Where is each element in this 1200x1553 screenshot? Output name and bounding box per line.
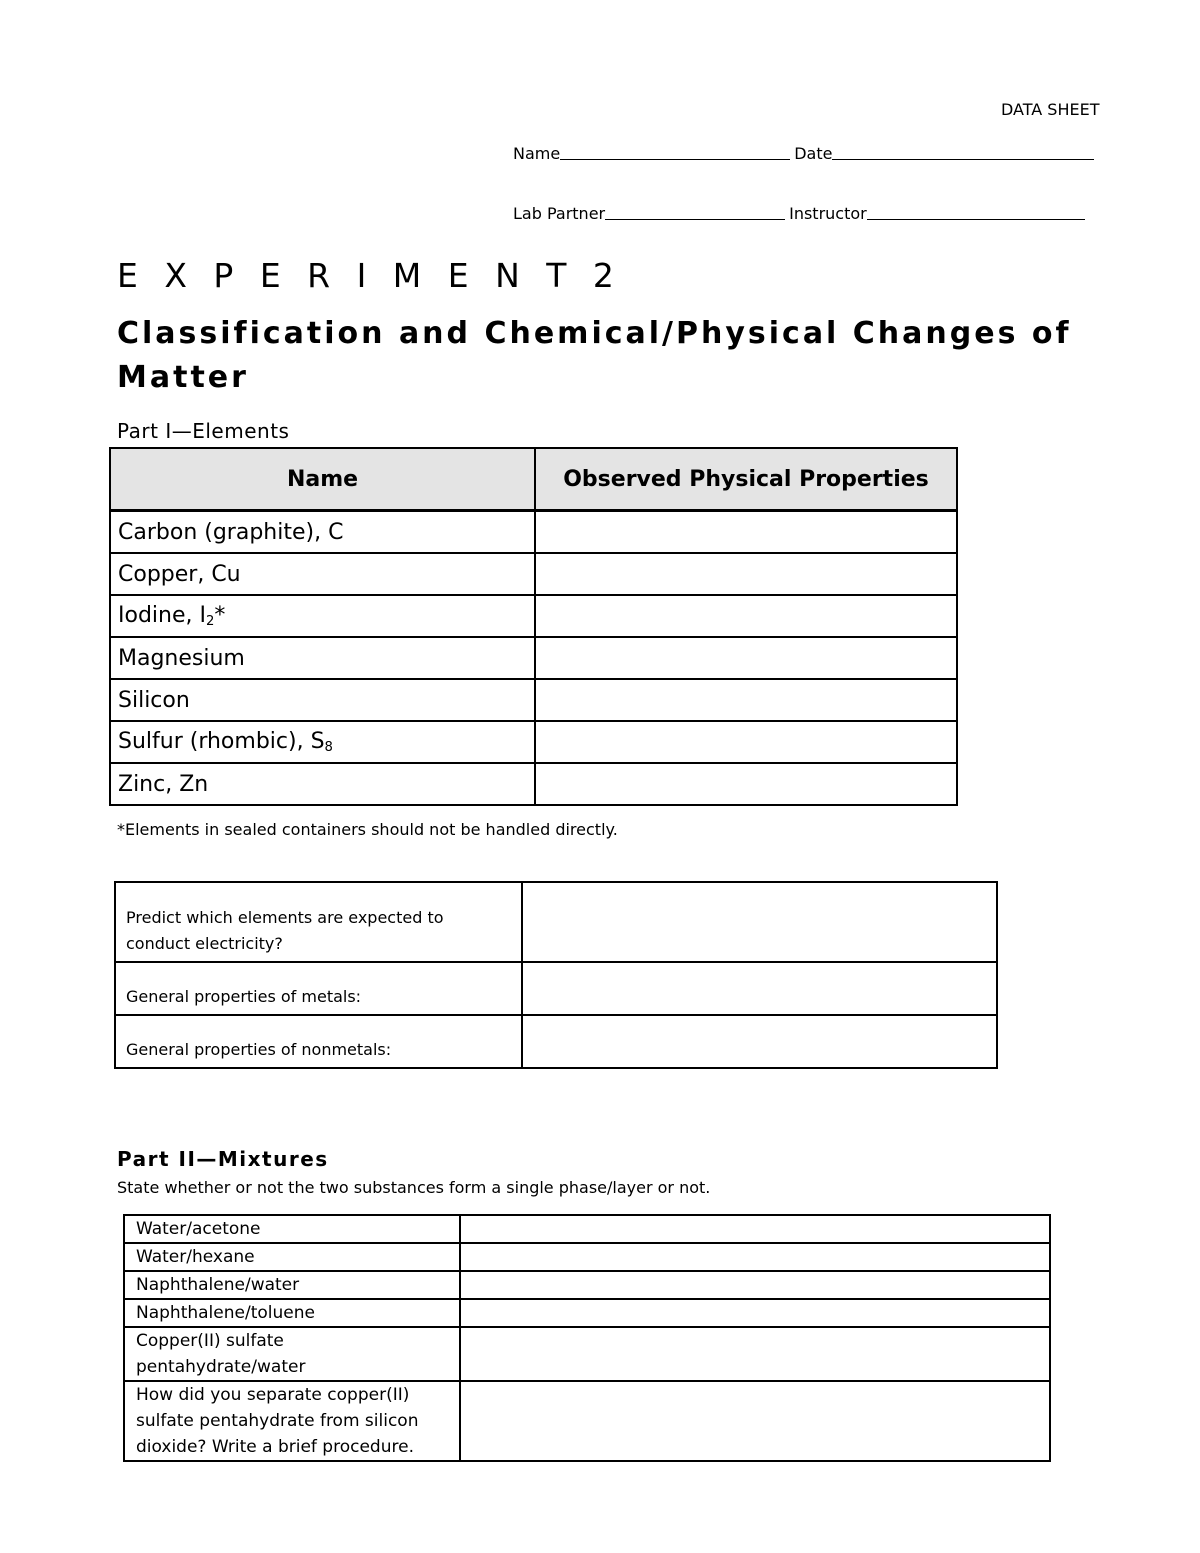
lab-partner-label: Lab Partner — [513, 204, 606, 223]
label-line: dioxide? Write a brief procedure. — [136, 1437, 414, 1457]
question-text: General properties of metals: — [126, 987, 362, 1006]
table-header-row — [110, 448, 957, 511]
element-name-text: Sulfur (rhombic), S — [118, 729, 325, 754]
element-name — [110, 721, 535, 763]
label-line: Copper(II) sulfate — [136, 1331, 284, 1351]
lab-partner-field[interactable] — [605, 203, 785, 220]
element-name — [110, 595, 535, 637]
properties-cell[interactable] — [535, 637, 957, 679]
element-name: Silicon — [110, 679, 535, 721]
properties-cell[interactable] — [535, 679, 957, 721]
question-cell — [115, 1015, 522, 1068]
table-row — [124, 1299, 1050, 1327]
table-row — [124, 1271, 1050, 1299]
instructor-label: Instructor — [789, 204, 867, 223]
part2-instruction: State whether or not the two substances form a single phase/layer or not. — [117, 1178, 711, 1197]
instructor-field[interactable] — [867, 203, 1085, 220]
date-field[interactable] — [832, 143, 1094, 160]
element-name-text: Iodine, I — [118, 603, 206, 628]
table-row — [124, 1215, 1050, 1243]
question-label — [124, 1381, 460, 1461]
label-line: pentahydrate/water — [136, 1357, 306, 1377]
table-row — [110, 595, 957, 637]
table-row — [110, 763, 957, 805]
answer-cell[interactable] — [460, 1327, 1050, 1381]
question-cell — [115, 882, 522, 962]
answer-cell[interactable] — [460, 1271, 1050, 1299]
element-name: Carbon (graphite), C — [110, 511, 535, 554]
properties-cell[interactable] — [535, 553, 957, 595]
answer-cell[interactable] — [522, 1015, 997, 1068]
questions-table — [114, 881, 998, 1069]
answer-cell[interactable] — [460, 1299, 1050, 1327]
name-date-row — [513, 143, 1098, 163]
column-header: Observed Physical Properties — [535, 448, 957, 511]
footnote: *Elements in sealed containers should not be handled directly. — [117, 820, 618, 839]
mixture-label: Naphthalene/toluene — [124, 1299, 460, 1327]
mixture-label — [124, 1327, 460, 1381]
question-cell — [115, 962, 522, 1015]
table-row — [110, 511, 957, 554]
subscript: 8 — [324, 740, 333, 755]
part2-heading: Part II—Mixtures — [117, 1147, 329, 1171]
answer-cell[interactable] — [460, 1215, 1050, 1243]
table-row — [115, 882, 997, 962]
subscript: 2 — [205, 614, 215, 629]
table-row — [124, 1327, 1050, 1381]
mixture-label: Water/hexane — [124, 1243, 460, 1271]
element-name: Magnesium — [110, 637, 535, 679]
element-name: Copper, Cu — [110, 553, 535, 595]
table-row — [124, 1243, 1050, 1271]
mixtures-table — [123, 1214, 1051, 1462]
answer-cell[interactable] — [460, 1381, 1050, 1461]
column-header: Name — [110, 448, 535, 511]
answer-cell[interactable] — [522, 962, 997, 1015]
document-title: Classification and Chemical/Physical Changes of Matter — [117, 316, 1072, 395]
part1-heading: Part I—Elements — [117, 419, 290, 443]
question-text: conduct electricity? — [126, 934, 283, 953]
data-sheet-label: DATA SHEET — [1001, 100, 1100, 119]
name-field[interactable] — [560, 143, 790, 160]
footnote-mark: * — [214, 603, 226, 628]
table-row — [115, 962, 997, 1015]
label-line: How did you separate copper(II) — [136, 1385, 410, 1405]
question-text: Predict which elements are expected to — [126, 908, 444, 927]
partner-instructor-row — [513, 203, 1089, 223]
properties-cell[interactable] — [535, 763, 957, 805]
table-row — [115, 1015, 997, 1068]
table-row — [124, 1381, 1050, 1461]
element-name: Zinc, Zn — [110, 763, 535, 805]
experiment-heading: E X P E R I M E N T 2 — [117, 256, 622, 295]
elements-table — [109, 447, 958, 806]
name-label: Name — [513, 144, 561, 163]
properties-cell[interactable] — [535, 721, 957, 763]
mixture-label: Naphthalene/water — [124, 1271, 460, 1299]
answer-cell[interactable] — [522, 882, 997, 962]
table-row — [110, 553, 957, 595]
table-row — [110, 637, 957, 679]
answer-cell[interactable] — [460, 1243, 1050, 1271]
table-row — [110, 679, 957, 721]
question-text: General properties of nonmetals: — [126, 1040, 392, 1059]
table-row — [110, 721, 957, 763]
label-line: sulfate pentahydrate from silicon — [136, 1411, 419, 1431]
properties-cell[interactable] — [535, 511, 957, 554]
date-label: Date — [794, 144, 833, 163]
mixture-label: Water/acetone — [124, 1215, 460, 1243]
properties-cell[interactable] — [535, 595, 957, 637]
